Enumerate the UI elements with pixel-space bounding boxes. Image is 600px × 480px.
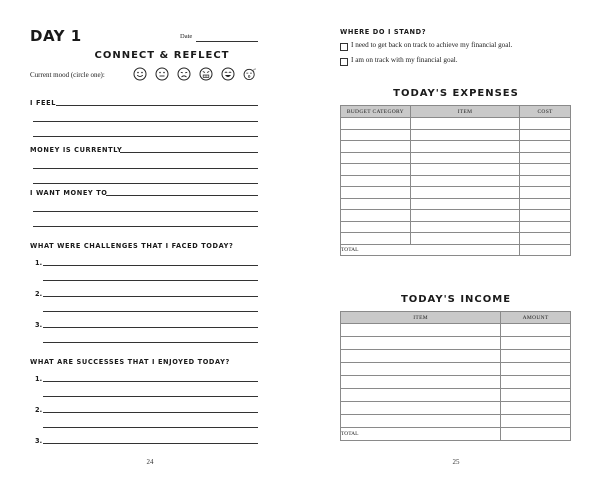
writing-line[interactable]: [33, 226, 258, 227]
column-header: COST: [520, 106, 571, 118]
table-row[interactable]: [341, 175, 571, 187]
prompt-successes: WHAT ARE SUCCESSES THAT I ENJOYED TODAY?: [30, 358, 230, 366]
writing-line[interactable]: [43, 296, 258, 297]
table-row[interactable]: [341, 141, 571, 153]
table-row[interactable]: [341, 389, 571, 402]
table-header-row: [341, 312, 571, 324]
option-label: I need to get back on track to achieve my financial goal.: [351, 41, 513, 49]
column-header: ITEM: [410, 106, 519, 118]
income-table: [340, 311, 571, 441]
table-row[interactable]: [341, 187, 571, 199]
list-number: 3.: [35, 437, 43, 445]
writing-line[interactable]: [56, 105, 258, 106]
total-label: TOTAL: [341, 244, 520, 256]
page-number: 24: [146, 458, 154, 466]
mood-label: Current mood (circle one):: [30, 71, 105, 79]
income-title: TODAY'S INCOME: [400, 294, 512, 305]
expenses-title: TODAY'S EXPENSES: [393, 88, 519, 99]
table-row[interactable]: [341, 324, 571, 337]
writing-line[interactable]: [43, 396, 258, 397]
angry-face-icon[interactable]: [199, 67, 213, 81]
sleepy-face-icon[interactable]: [243, 67, 257, 81]
day-title: DAY 1: [30, 27, 82, 45]
prompt-i-feel: I FEEL: [30, 99, 57, 107]
writing-line[interactable]: [43, 427, 258, 428]
laughing-face-icon[interactable]: [221, 67, 235, 81]
table-row[interactable]: [341, 210, 571, 222]
page-number: 25: [452, 458, 460, 466]
writing-line[interactable]: [43, 381, 258, 382]
table-row[interactable]: [341, 376, 571, 389]
list-number: 3.: [35, 321, 43, 329]
writing-line[interactable]: [106, 195, 258, 196]
writing-line[interactable]: [43, 311, 258, 312]
table-row[interactable]: [341, 415, 571, 428]
table-row[interactable]: [341, 118, 571, 130]
writing-line[interactable]: [33, 136, 258, 137]
svg-text:z: z: [252, 68, 255, 73]
prompt-want-money: I WANT MONEY TO: [30, 189, 108, 197]
table-row[interactable]: [341, 129, 571, 141]
column-header: BUDGET CATEGORY: [341, 106, 411, 118]
date-line[interactable]: [196, 41, 258, 42]
table-row[interactable]: [341, 337, 571, 350]
option-label: I am on track with my financial goal.: [351, 56, 458, 64]
list-number: 2.: [35, 290, 43, 298]
table-row[interactable]: [341, 233, 571, 245]
sad-face-icon[interactable]: [177, 67, 191, 81]
list-number: 2.: [35, 406, 43, 414]
table-row[interactable]: [341, 402, 571, 415]
happy-face-icon[interactable]: [133, 67, 147, 81]
table-row[interactable]: [341, 363, 571, 376]
writing-line[interactable]: [33, 168, 258, 169]
writing-line[interactable]: [43, 412, 258, 413]
option-checkbox[interactable]: [340, 43, 348, 51]
section-title: CONNECT & REFLECT: [94, 50, 230, 61]
writing-line[interactable]: [43, 443, 258, 444]
total-row[interactable]: [341, 428, 571, 441]
writing-line[interactable]: [43, 265, 258, 266]
table-row[interactable]: [341, 164, 571, 176]
svg-text:z: z: [254, 68, 256, 72]
table-row[interactable]: [341, 350, 571, 363]
stand-title: WHERE DO I STAND?: [340, 28, 427, 36]
prompt-challenges: WHAT WERE CHALLENGES THAT I FACED TODAY?: [30, 242, 234, 250]
table-row[interactable]: [341, 198, 571, 210]
writing-line[interactable]: [43, 342, 258, 343]
writing-line[interactable]: [33, 121, 258, 122]
table-header-row: [341, 106, 571, 118]
list-number: 1.: [35, 375, 43, 383]
table-row[interactable]: [341, 152, 571, 164]
list-number: 1.: [35, 259, 43, 267]
right-page: [300, 0, 600, 480]
column-header: ITEM: [341, 312, 501, 324]
neutral-face-icon[interactable]: [155, 67, 169, 81]
writing-line[interactable]: [33, 183, 258, 184]
writing-line[interactable]: [43, 280, 258, 281]
writing-line[interactable]: [43, 327, 258, 328]
total-label: TOTAL: [341, 428, 501, 441]
option-checkbox[interactable]: [340, 58, 348, 66]
date-label: Date: [180, 33, 193, 40]
writing-line[interactable]: [33, 211, 258, 212]
total-cost-cell[interactable]: [520, 244, 571, 256]
writing-line[interactable]: [120, 152, 258, 153]
total-row[interactable]: [341, 244, 571, 256]
column-header: AMOUNT: [501, 312, 571, 324]
prompt-money-is: MONEY IS CURRENTLY: [30, 146, 123, 154]
expenses-table: [340, 105, 571, 256]
total-amount-cell[interactable]: [501, 428, 571, 441]
table-row[interactable]: [341, 221, 571, 233]
